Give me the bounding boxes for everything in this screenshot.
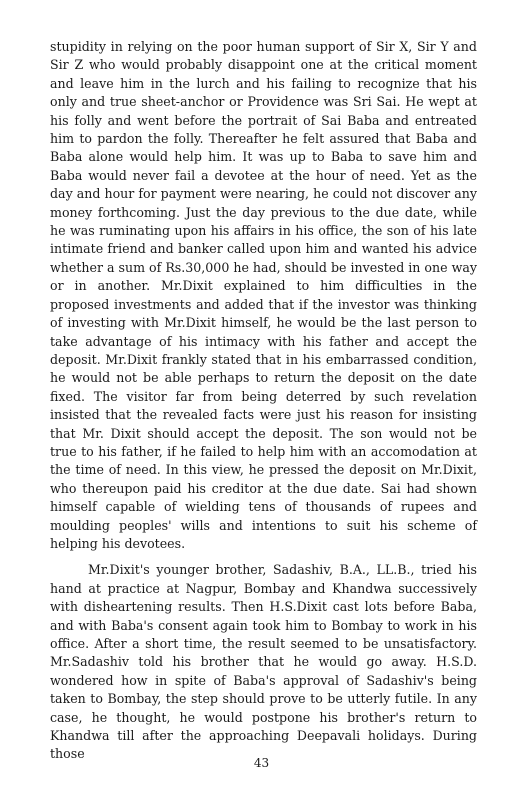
paragraph-2: Mr.Dixit's younger brother, Sadashiv, B.A., LL.B., tried his hand at practice at Nagpur, Bombay and Khandwa successively with disheartening results. Then H.S.Dixit cast lots before Baba, and with Baba's consent again took him to Bombay to work in his office. After a short time, the result seemed to be unsatisfactory. Mr.Sadashiv told his brother that he would go away. H.S.D. wondered how in spite of Baba's approval of Sadashiv's being taken to Bombay, the step should prove to be utterly futile. In any case, he thought, he would postpone his brother's return to Khandwa till after the approaching Deepavali holidays. During those (50, 562, 477, 762)
page-number: 43 (253, 756, 270, 770)
paragraph-1: stupidity in relying on the poor human support of Sir X, Sir Y and Sir Z who would probably disappoint one at the critical moment and leave him in the lurch and his failing to recognize that his only and true sheet-anchor or Providence was Sri Sai. He wept at his folly and went before the portrait of Sai Baba and entreated him to pardon the folly. Thereafter he felt assured that Baba and Baba alone would help him. It was up to Baba to save him and Baba would never fail a devotee at the hour of need. Yet as the day and hour for payment were nearing, he could not discover any money forthcoming. Just the day previous to the due date, while he was ruminating upon his affairs in his office, the son of his late intimate friend and banker called upon him and wanted his advice whether a sum of Rs.30,000 he had, should be invested in one way or in another. Mr.Dixit explained to him difficulties in the proposed investments and added that if the investor was thinking of investing with Mr.Dixit himself, he would be the last person to take advantage of his intimacy with his father and accept the deposit. Mr.Dixit frankly stated that in his embarrassed condition, he would not be able perhaps to return the deposit on the date fixed. The visitor far from being deterred by such revelation insisted that the revealed facts were just his reason for insisting that Mr. Dixit should accept the deposit. The son would not be true to his father, if he failed to help him with an accomodation at the time of need. In this view, he pressed the deposit on Mr.Dixit, who thereupon paid his creditor at the due date. Sai had shown himself capable of wielding tens of thousands of rupees and moulding peoples' wills and intentions to suit his scheme of helping his devotees. (50, 39, 477, 551)
